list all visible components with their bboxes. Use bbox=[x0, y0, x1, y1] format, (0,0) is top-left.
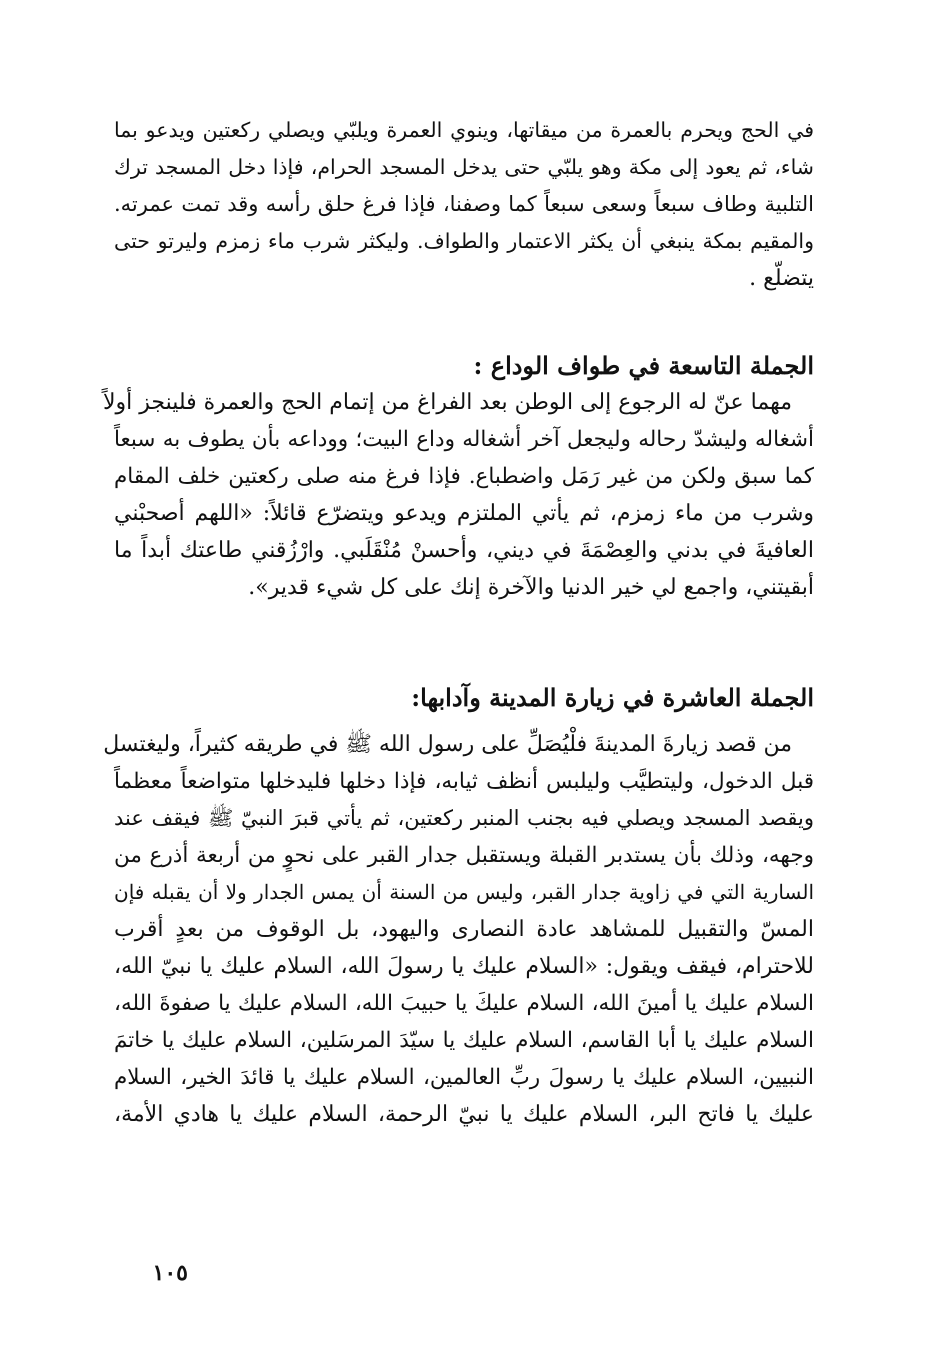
text-line: شاء، ثم يعود إلى مكة وهو يلبّي حتى يدخل المسجد الحرام، فإذا دخل المسجد ترك bbox=[114, 155, 814, 179]
text-line: المسّ والتقبيل للمشاهد عادة النصارى واليهود، بل الوقوف من بعدٍ أقرب bbox=[114, 917, 814, 942]
text-line: كما سبق ولكن من غير رَمَل واضطباع. فإذا فرغ منه صلى ركعتين خلف المقام bbox=[114, 464, 814, 489]
text-line: وشرب من ماء زمزم، ثم يأتي الملتزم ويدعو ويتضرّع قائلاً: «اللهم أصحبْني bbox=[114, 501, 814, 526]
paragraph-umrah bbox=[114, 112, 814, 297]
text-line: قبل الدخول، وليتطيَّب وليلبس أنظف ثيابه، فإذا دخلها فليدخلها متواضعاً معظماً bbox=[114, 769, 814, 794]
text-line: السلام عليك يا أمينَ الله، السلام عليكَ يا حبيبَ الله، السلام عليك يا صفوةَ الله، bbox=[114, 991, 814, 1016]
text-line: من قصد زيارةَ المدينةَ فلْيُصَلِّ على رسول الله ﷺ في طريقه كثيراً، وليغتسل bbox=[103, 732, 792, 757]
page-number: ١٠٥ bbox=[152, 1260, 188, 1286]
text-line: السلام عليك يا أبا القاسم، السلام عليك يا سيّدَ المرسَلين، السلام عليك يا خاتمَ bbox=[114, 1028, 814, 1053]
paragraph-farewell-tawaf bbox=[102, 384, 814, 606]
text-line: ويقصد المسجد ويصلي فيه بجنب المنبر ركعتين، ثم يأتي قبرَ النبيّ ﷺ فيقف عند bbox=[114, 806, 814, 830]
text-line: عليك يا فاتح البر، السلام عليك يا نبيّ الرحمة، السلام عليك يا هادي الأمة، bbox=[114, 1102, 814, 1127]
text-line: النبيين، السلام عليك يا رسولَ ربِّ العالمين، السلام عليك يا قائدَ الخير، السلام bbox=[114, 1065, 814, 1090]
paragraph-visiting-madinah bbox=[103, 726, 814, 1133]
text-line: وجهه، وذلك بأن يستدبر القبلة ويستقبل جدار القبر على نحوٍ من أربعة أذرع من bbox=[114, 843, 814, 868]
text-line: والمقيم بمكة ينبغي أن يكثر الاعتمار والطواف. وليكثر شرب ماء زمزم وليرتو حتى bbox=[114, 229, 814, 253]
text-line: للاحترام، فيقف ويقول: «السلام عليك يا رسولَ الله، السلام عليك يا نبيّ الله، bbox=[114, 954, 814, 979]
text-line: السارية التي في زاوية جدار القبر، وليس من السنة أن يمس الجدار ولا أن يقبله فإن bbox=[114, 880, 814, 904]
text-line: مهما عنّ له الرجوع إلى الوطن بعد الفراغ من إتمام الحج والعمرة فلينجز أولاً bbox=[102, 390, 792, 415]
text-line: أشغاله وليشدّ رحاله وليجعل آخر أشغاله وداع البيت؛ ووداعه بأن يطوف به سبعاً bbox=[114, 427, 814, 452]
text-line: العافيةَ في بدني والعِصْمَةَ في ديني، وأحسنْ مُنْقَلَبي. وارْزُقني طاعتك أبداً ما bbox=[114, 538, 814, 563]
text-line: يتضلّع . bbox=[749, 266, 814, 291]
text-line: التلبية وطاف سبعاً وسعى سبعاً كما وصفنا، فإذا فرغ حلق رأسه وقد تمت عمرته. bbox=[114, 192, 814, 216]
section-heading-farewell-tawaf: الجملة التاسعة في طواف الوداع : bbox=[473, 351, 814, 380]
text-line: في الحج ويحرم بالعمرة من ميقاتها، وينوي العمرة ويلبّي ويصلي ركعتين ويدعو بما bbox=[114, 118, 814, 142]
section-heading-visiting-madinah: الجملة العاشرة في زيارة المدينة وآدابها: bbox=[411, 683, 814, 712]
text-line: أبقيتني، واجمع لي خير الدنيا والآخرة إنك على كل شيء قدير». bbox=[248, 575, 814, 600]
